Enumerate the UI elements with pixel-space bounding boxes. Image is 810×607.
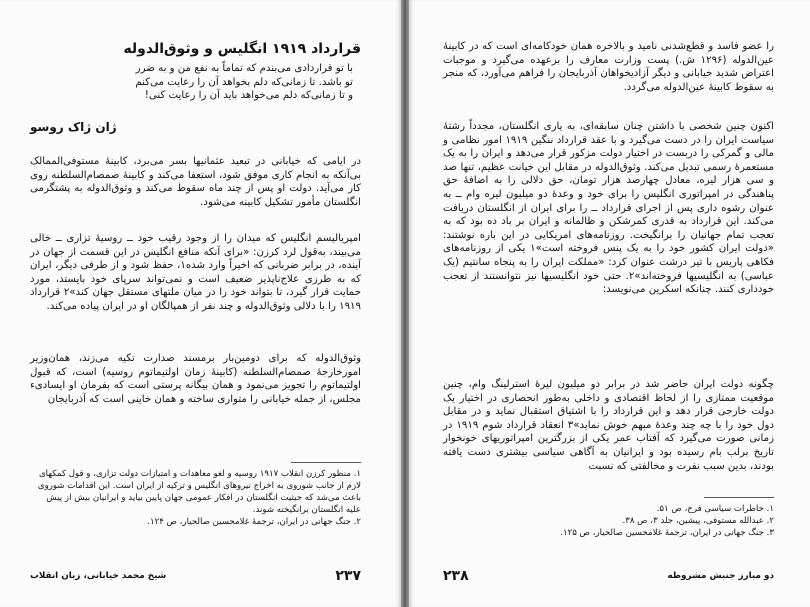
- body-paragraph: را عضو فاسد و قطع‌شدنی نامید و بالاخره همان خودکامه‌ای است که در کابینهٔ عین‌الدوله (۱۲۹۶ ش.) پست وزارت معارف را برعهده می‌گیرد و موجبات اعتراض شدید خیابانی و دیگر آزادیخواهان آذربایجان را فراهم می‌آورد، که منجر به سقوط کابینهٔ عین‌الدوله می‌گردد.: [443, 41, 774, 93]
- right-page: [409, 0, 810, 607]
- footnotes: [30, 462, 361, 528]
- body-paragraph: امپریالیسم انگلیس که میدان را از وجود رقیب خود ــ روسیهٔ تزاری ــ خالی می‌بیند، به‌قول لرد کرزن: «برای آنکه منافع انگلیس در این قسمت از جهان در آینده، در برابر ضربانی که اخیراً وارد شده۱، حفظ شود و از طرفی دیگر، ایران که به طرزی علاج‌ناپذیر ضعیف است و نمی‌تواند سرپای خود بایستد، مورد حمایت قرار گیرد، تا بتواند خود را در میان ملتهای مستقل جهان کند»۲ قرارداد ۱۹۱۹ را با دلالی وثوق‌الدوله و چند نفر از همپالگان او در ایران پیاده می‌کند.: [30, 233, 361, 312]
- footnote: ۲. عبدالله مستوفی، پیشین، جلد ۳، ص ۳۸.: [622, 516, 774, 526]
- footnote-rule: [704, 497, 774, 498]
- body-paragraph: وثوق‌الدوله که برای دومین‌بار برمسند صدارت تکیه می‌زند، همان‌وزیر امورخارجهٔ صمصام‌السلطنه (کابینهٔ زمان اولتیماتوم روسیه) است، که قبول اولتیماتوم را تجویز می‌نمود و همان بیگانه پرستی است که بفرمان او ایسادیء مجلس، از جمله خیابانی را متواری ساخته و همان خاینی است که آذربایجان: [30, 353, 361, 405]
- page-number: ۲۳۷: [335, 568, 361, 584]
- epigraph-line: با تو قراردادی می‌بندم که تماماً به نفع من و به ضرر: [135, 63, 353, 74]
- quote-paragraph: چگونه دولت ایران حاضر شد در برابر دو میلیون لیرهٔ استرلینگ وام، چنین موقعیت ممتازی را از لحاظ اقتصادی و داخلی به‌طور انحصاری در اختیار یک دولت خارجی قرار دهد و این قرارداد را با اشتیاق استقبال نماید و در مقابل دول خود را با چه چند وعدهٔ مبهم خوش نماید»۳ انعقاد قرارداد شوم ۱۹۱۹ در زمانی صورت می‌گیرد که آفتاب عمر یکی از بزرگترین امپراتوریهای خونخوار تاریخ برلب بام رسیده بود و ایرانیان به آگاهی سیاسی بیشتری دست یافته بودند، بدین سبب نفرت و مخالفتی که نسبت: [443, 379, 774, 472]
- page-footer: [30, 567, 361, 585]
- epigraph-author: ژان ژاک روسو: [30, 120, 117, 134]
- footnote: ۳. جنگ جهانی در ایران، ترجمهٔ غلامحسین صالحیار، ص ۱۲۵.: [560, 528, 774, 538]
- epigraph-line: و تا زمانی‌که دلم می‌خواهد باید آن را رعایت کنی!: [144, 90, 353, 102]
- chapter-title: قرارداد ۱۹۱۹ انگلیس و وثوق‌الدوله: [123, 41, 361, 57]
- right-page-column: [443, 0, 774, 607]
- page-number: ۲۳۸: [443, 568, 469, 584]
- body-paragraph: در ایامی که خیابانی در تبعید عثمانیها بسر می‌برد، کابینهٔ مستوفی‌الممالک بی‌آنکه به انجام کاری موفق شود، استعفا می‌کند و کابینهٔ صمصام‌السلطنه روی کار می‌آید. دولت او پس از چند ماه سقوط می‌کند و وثوق‌الدوله به پشتگرمی انگلستان مأمور تشکیل کابینه می‌شود.: [30, 156, 361, 208]
- book-gutter: [401, 0, 409, 607]
- footnote: ۱. منظور کرزن انقلاب ۱۹۱۷ روسیه و لغو معاهدات و امتیازات دولت تزاری، و قول کمکهای لازم از جانب شوروی به اخراج نیروهای انگلیس و ترکیه از ایران است. این اقدامات شوروی باعث می‌شد که حیثیت انگلستان در افکار عمومی جهان پایین بیاید و ایرانیان بیش از پیش علیه انگلستان برانگیخته شوند.: [37, 469, 361, 515]
- footnote-rule: [291, 462, 361, 463]
- running-head: شیخ محمد خیابانی، زبان انقلاب: [30, 571, 167, 581]
- left-page-column: [30, 0, 361, 607]
- page-footer: [443, 567, 774, 585]
- body-paragraph: اکنون چنین شخصی با داشتن چنان سابقه‌ای، به یاری انگلستان، مجدداً رشتهٔ سیاست ایران را در دست می‌گیرد و با عقد قرارداد ننگین ۱۹۱۹ امور نظامی و مالی و گمرکی را دربست در اختیار دولت مزکور قرار می‌دهد و ایران را به یک مستعمرهٔ رسمی تبدیل می‌کند. وثوق‌الدوله در مقابل این خیانت عظیم، تنها صد و سی هزار لیره، معادل چهارصد هزار تومان، حق دلالی را به اضافهٔ حق پناهندگی در امپراتوری انگلیس را برای خود و وعدهٔ دو میلیون لیره وام ــ به عنوان رشوه داری پس از اجرای قرارداد ــ را برای ایران از انگلستان دریافت می‌کند. این قرارداد به قدری کمرشکن و ظالمانه و ایران بر باد ده بود که به تعجب تمام جهانیان را برانگیخت. روزنامه‌های امریکایی در این باره نوشتند: «دولت ایران کشور خود را به یک پنس فروخته است»۱ یکی از روزنامه‌های فکاهی پاریس با تیر درشت عنوان کرد: «مملکت ایران را به پنجاه سانتیم (یک عباسی) به انگلیسیها فروخته‌اند»۲. حتی خود انگلیسیها نیز نتوانستند از تعجب خودداری کنند. چنانکه اسکرین می‌نویسد:: [443, 121, 775, 296]
- epigraph-line: تو باشد. تا زمانی‌که دلم بخواهد آن را رعایت می‌کنم: [135, 76, 353, 88]
- left-page: [0, 0, 401, 607]
- footnote: ۲. جنگ جهانی در ایران، ترجمهٔ غلامحسین صالحیار، ص ۱۲۴.: [147, 517, 361, 527]
- running-head: دو مبارز جنبش مشروطه: [667, 571, 774, 581]
- footnote: ۱. خاطرات سیاسی فرخ، ص ۵۱.: [656, 504, 774, 514]
- epigraph: [30, 62, 353, 103]
- footnotes: [443, 497, 774, 539]
